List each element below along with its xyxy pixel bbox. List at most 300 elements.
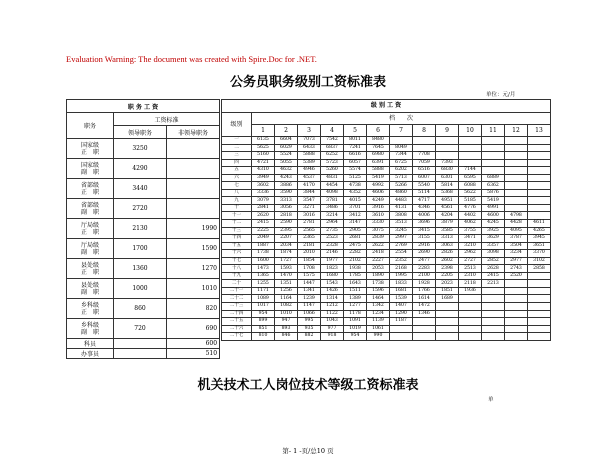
grade-salary: 5419 bbox=[482, 197, 505, 205]
grade-salary: 4991 bbox=[482, 204, 505, 212]
grade-salary: 4831 bbox=[321, 174, 344, 182]
grade-salary: 5622 bbox=[459, 189, 482, 197]
grade-salary: 1472 bbox=[413, 303, 436, 311]
grade-salary: 1407 bbox=[390, 303, 413, 311]
grade-salary: 2818 bbox=[275, 212, 298, 220]
position-name bbox=[67, 299, 114, 319]
grade-label: 九 bbox=[222, 197, 252, 205]
position-level: 省部级 bbox=[80, 181, 99, 189]
grade-salary bbox=[505, 287, 528, 295]
grade-salary bbox=[505, 204, 528, 212]
grade-salary bbox=[436, 333, 459, 341]
grade-salary bbox=[528, 167, 551, 175]
position-row bbox=[67, 299, 220, 319]
grade-row bbox=[222, 242, 551, 250]
grade-salary: 6837 bbox=[321, 144, 344, 152]
grade-salary: 5540 bbox=[413, 182, 436, 190]
grade-salary: 1708 bbox=[298, 265, 321, 273]
step-number: 5 bbox=[344, 125, 367, 137]
grade-salary bbox=[436, 310, 459, 318]
grade-label: 二十四 bbox=[222, 310, 252, 318]
grade-salary: 1122 bbox=[321, 310, 344, 318]
grade-salary: 2365 bbox=[298, 235, 321, 243]
grade-row bbox=[222, 220, 551, 228]
grade-salary: 1543 bbox=[321, 280, 344, 288]
grade-row bbox=[222, 137, 551, 145]
col-standard: 工资标准 bbox=[114, 113, 220, 126]
grade-label: 四 bbox=[222, 159, 252, 167]
grade-salary: 5266 bbox=[390, 182, 413, 190]
grade-salary: 2328 bbox=[321, 242, 344, 250]
grade-salary: 3886 bbox=[275, 182, 298, 190]
grade-salary: 3016 bbox=[298, 212, 321, 220]
grade-salary: 882 bbox=[298, 333, 321, 341]
grade-salary: 5713 bbox=[390, 174, 413, 182]
grade-label: 三 bbox=[222, 152, 252, 160]
grade-salary: 1061 bbox=[367, 325, 390, 333]
grade-salary: 2622 bbox=[367, 242, 390, 250]
grade-salary: 3063 bbox=[436, 242, 459, 250]
grade-salary: 3513 bbox=[390, 220, 413, 228]
grade-label: 十五 bbox=[222, 242, 252, 250]
leader-salary: 3250 bbox=[114, 139, 167, 159]
grade-salary: 4798 bbox=[505, 212, 528, 220]
grade-salary bbox=[528, 174, 551, 182]
grade-salary bbox=[528, 303, 551, 311]
grade-salary: 1874 bbox=[275, 250, 298, 258]
grade-salary: 947 bbox=[275, 318, 298, 326]
position-rank: 副 职 bbox=[80, 328, 99, 336]
leader-salary: 1700 bbox=[114, 239, 167, 259]
grade-salary: 1277 bbox=[344, 303, 367, 311]
grade-label: 十 bbox=[222, 204, 252, 212]
grade-salary: 6616 bbox=[344, 152, 367, 160]
position-name bbox=[67, 219, 114, 239]
grade-salary bbox=[459, 310, 482, 318]
grade-salary: 1596 bbox=[367, 287, 390, 295]
grade-salary: 6252 bbox=[321, 152, 344, 160]
grade-salary: 3781 bbox=[321, 197, 344, 205]
grade-salary: 2102 bbox=[344, 257, 367, 265]
grade-salary: 2735 bbox=[321, 227, 344, 235]
grade-salary bbox=[459, 318, 482, 326]
grade-salary: 6725 bbox=[390, 159, 413, 167]
grade-salary: 4204 bbox=[436, 212, 459, 220]
leader-salary: 4290 bbox=[114, 159, 167, 179]
grade-salary: 4006 bbox=[413, 212, 436, 220]
grade-salary: 3925 bbox=[482, 227, 505, 235]
grade-salary: 3945 bbox=[528, 235, 551, 243]
grade-salary: 6088 bbox=[459, 182, 482, 190]
grade-salary: 2415 bbox=[252, 220, 275, 228]
grade-salary: 2205 bbox=[436, 272, 459, 280]
grade-salary bbox=[459, 144, 482, 152]
grade-salary: 6391 bbox=[367, 159, 390, 167]
position-rank: 副 职 bbox=[80, 248, 99, 256]
grade-label: 二十一 bbox=[222, 287, 252, 295]
grade-salary bbox=[505, 310, 528, 318]
grade-salary: 1851 bbox=[436, 287, 459, 295]
grade-salary: 4611 bbox=[528, 220, 551, 228]
grade-salary: 2841 bbox=[252, 204, 275, 212]
grade-salary: 2962 bbox=[459, 250, 482, 258]
grade-salary bbox=[505, 333, 528, 341]
grade-salary: 6595 bbox=[459, 174, 482, 182]
grade-label: 五 bbox=[222, 167, 252, 175]
grade-salary: 3412 bbox=[344, 212, 367, 220]
grade-salary: 2769 bbox=[390, 242, 413, 250]
grade-salary: 3102 bbox=[528, 257, 551, 265]
position-rank: 副 职 bbox=[80, 208, 99, 216]
grade-row bbox=[222, 174, 551, 182]
position-level: 厅局级 bbox=[80, 221, 99, 229]
grade-salary: 1823 bbox=[321, 265, 344, 273]
grade-salary: 1785 bbox=[344, 272, 367, 280]
position-row bbox=[67, 349, 220, 359]
grade-salary: 1139 bbox=[367, 318, 390, 326]
step-number: 1 bbox=[252, 125, 275, 137]
grade-salary: 2858 bbox=[528, 265, 551, 273]
grade-salary: 7344 bbox=[390, 152, 413, 160]
grade-salary bbox=[528, 280, 551, 288]
grade-row bbox=[222, 295, 551, 303]
grade-salary: 7073 bbox=[298, 137, 321, 145]
grade-salary: 2352 bbox=[390, 257, 413, 265]
grade-salary bbox=[436, 325, 459, 333]
position-row bbox=[67, 259, 220, 279]
grade-salary: 6362 bbox=[482, 182, 505, 190]
grade-salary: 4098 bbox=[321, 189, 344, 197]
grade-salary bbox=[528, 137, 551, 145]
leader-salary bbox=[114, 349, 167, 359]
grade-salary: 8049 bbox=[390, 144, 413, 152]
grade-salary: 1341 bbox=[298, 287, 321, 295]
grade-salary: 1473 bbox=[252, 265, 275, 273]
position-row bbox=[67, 319, 220, 339]
grade-salary: 1255 bbox=[252, 280, 275, 288]
grade-salary bbox=[528, 295, 551, 303]
grade-salary: 1147 bbox=[298, 303, 321, 311]
grade-salary bbox=[528, 325, 551, 333]
position-level: 省部级 bbox=[80, 201, 99, 209]
grade-salary bbox=[436, 137, 459, 145]
grade-salary: 3787 bbox=[505, 235, 528, 243]
grade-salary: 1738 bbox=[367, 280, 390, 288]
grade-salary: 5888 bbox=[367, 167, 390, 175]
grade-label: 十一 bbox=[222, 212, 252, 220]
grade-salary: 1342 bbox=[367, 303, 390, 311]
grade-salary: 2010 bbox=[298, 250, 321, 258]
grade-salary: 1854 bbox=[298, 257, 321, 265]
grade-salary: 4131 bbox=[390, 204, 413, 212]
position-rank: 正 职 bbox=[80, 148, 99, 156]
nonleader-salary: 600 bbox=[167, 339, 220, 349]
grade-salary: 2620 bbox=[252, 212, 275, 220]
grade-salary bbox=[528, 152, 551, 160]
position-rank: 副 职 bbox=[80, 288, 99, 296]
grade-salary: 1890 bbox=[367, 272, 390, 280]
grade-label: 二十二 bbox=[222, 295, 252, 303]
grade-salary: 4454 bbox=[321, 182, 344, 190]
nonleader-salary: 1270 bbox=[167, 259, 220, 279]
grade-salary: 2565 bbox=[298, 227, 321, 235]
leader-salary: 1000 bbox=[114, 279, 167, 299]
grade-salary: 5888 bbox=[298, 152, 321, 160]
grade-salary: 2554 bbox=[390, 250, 413, 258]
grade-salary: 7708 bbox=[413, 152, 436, 160]
position-row bbox=[67, 339, 220, 349]
grade-salary: 1936 bbox=[459, 287, 482, 295]
grade-salary bbox=[482, 152, 505, 160]
grade-salary: 1389 bbox=[344, 295, 367, 303]
nonleader-salary: 510 bbox=[167, 349, 220, 359]
grade-salary: 3234 bbox=[505, 250, 528, 258]
grade-salary: 1887 bbox=[252, 242, 275, 250]
grade-salary: 2477 bbox=[413, 257, 436, 265]
grade-salary: 2905 bbox=[344, 227, 367, 235]
grade-salary: 4310 bbox=[252, 167, 275, 175]
grade-label: 一 bbox=[222, 137, 252, 145]
grade-salary: 3370 bbox=[528, 250, 551, 258]
grade-salary: 4015 bbox=[344, 197, 367, 205]
grade-salary: 1082 bbox=[275, 303, 298, 311]
grade-salary: 4561 bbox=[436, 204, 459, 212]
position-name bbox=[67, 279, 114, 299]
grade-salary: 3651 bbox=[528, 242, 551, 250]
grade-salary: 2181 bbox=[298, 242, 321, 250]
grade-salary: 1575 bbox=[298, 272, 321, 280]
leader-salary: 3440 bbox=[114, 179, 167, 199]
grade-salary bbox=[505, 152, 528, 160]
nonleader-salary: 1590 bbox=[167, 239, 220, 259]
grade-salary: 4537 bbox=[298, 174, 321, 182]
position-name bbox=[67, 239, 114, 259]
grade-salary: 1643 bbox=[344, 280, 367, 288]
grade-row bbox=[222, 310, 551, 318]
grade-salary: 2628 bbox=[482, 265, 505, 273]
grade-salary: 2964 bbox=[321, 220, 344, 228]
grade-salary: 2282 bbox=[344, 250, 367, 258]
step-number: 3 bbox=[298, 125, 321, 137]
grade-salary: 3755 bbox=[459, 227, 482, 235]
grade-salary: 3155 bbox=[413, 235, 436, 243]
grade-salary: 3602 bbox=[252, 182, 275, 190]
grade-salary: 5524 bbox=[275, 152, 298, 160]
grade-salary: 1019 bbox=[344, 325, 367, 333]
grade-salary: 3471 bbox=[459, 235, 482, 243]
grade-salary bbox=[505, 325, 528, 333]
grade-salary: 7059 bbox=[413, 159, 436, 167]
grade-salary: 4721 bbox=[252, 159, 275, 167]
grade-salary: 2523 bbox=[321, 235, 344, 243]
grade-salary: 5114 bbox=[413, 189, 436, 197]
grade-salary: 3415 bbox=[413, 227, 436, 235]
grade-label: 二十五 bbox=[222, 318, 252, 326]
leader-salary: 860 bbox=[114, 299, 167, 319]
grade-salary: 1928 bbox=[413, 280, 436, 288]
grade-salary: 4428 bbox=[505, 220, 528, 228]
page-title: 公务员职务级别工资标准表 bbox=[229, 75, 386, 90]
position-name bbox=[67, 159, 114, 179]
grade-salary: 893 bbox=[275, 325, 298, 333]
grade-salary: 3585 bbox=[436, 227, 459, 235]
grade-salary: 1089 bbox=[252, 295, 275, 303]
grade-salary: 2023 bbox=[436, 280, 459, 288]
grade-salary: 2118 bbox=[459, 280, 482, 288]
grade-salary: 4860 bbox=[390, 189, 413, 197]
grade-row bbox=[222, 204, 551, 212]
grade-salary: 954 bbox=[252, 310, 275, 318]
grade-salary: 846 bbox=[275, 333, 298, 341]
grade-row bbox=[222, 287, 551, 295]
position-rank: 正 职 bbox=[80, 188, 99, 196]
leader-salary bbox=[114, 339, 167, 349]
grade-salary: 2283 bbox=[413, 265, 436, 273]
position-row bbox=[67, 179, 220, 199]
grade-label: 十八 bbox=[222, 265, 252, 273]
grade-salary: 5574 bbox=[344, 167, 367, 175]
grade-salary: 3629 bbox=[482, 235, 505, 243]
grade-row bbox=[222, 235, 551, 243]
grade-salary bbox=[505, 197, 528, 205]
step-number: 12 bbox=[505, 125, 528, 137]
grade-salary bbox=[482, 159, 505, 167]
grade-salary bbox=[482, 295, 505, 303]
step-number: 7 bbox=[390, 125, 413, 137]
col-grade: 级别 bbox=[222, 113, 252, 137]
grade-salary: 4402 bbox=[459, 212, 482, 220]
grade-salary: 7241 bbox=[344, 144, 367, 152]
grade-salary: 1234 bbox=[367, 310, 390, 318]
position-name bbox=[67, 139, 114, 159]
grade-salary: 810 bbox=[252, 333, 275, 341]
grade-salary: 1470 bbox=[275, 272, 298, 280]
grade-salary: 2916 bbox=[413, 242, 436, 250]
grade-salary: 5185 bbox=[459, 197, 482, 205]
grade-salary: 2100 bbox=[413, 272, 436, 280]
leader-salary: 1360 bbox=[114, 259, 167, 279]
position-row bbox=[67, 219, 220, 239]
grade-salary: 2146 bbox=[321, 250, 344, 258]
grade-salary: 6301 bbox=[436, 174, 459, 182]
nonleader-salary bbox=[167, 199, 220, 219]
grade-salary: 1977 bbox=[321, 257, 344, 265]
grade-salary: 1738 bbox=[252, 250, 275, 258]
nonleader-salary: 1990 bbox=[167, 219, 220, 239]
position-name bbox=[67, 319, 114, 339]
grade-salary: 5260 bbox=[321, 167, 344, 175]
grade-salary: 6516 bbox=[413, 167, 436, 175]
grade-salary bbox=[482, 167, 505, 175]
grade-salary: 7542 bbox=[321, 137, 344, 145]
nonleader-salary bbox=[167, 159, 220, 179]
grade-label: 十九 bbox=[222, 272, 252, 280]
grade-salary bbox=[505, 318, 528, 326]
grade-salary bbox=[482, 137, 505, 145]
grade-row bbox=[222, 250, 551, 258]
grade-salary-table bbox=[221, 99, 551, 341]
grade-row bbox=[222, 325, 551, 333]
grade-salary: 2395 bbox=[275, 227, 298, 235]
grade-salary bbox=[413, 318, 436, 326]
grade-salary: 2602 bbox=[436, 257, 459, 265]
grade-salary: 6007 bbox=[413, 174, 436, 182]
grade-salary: 5125 bbox=[344, 174, 367, 182]
grade-salary bbox=[459, 159, 482, 167]
grade-salary: 2743 bbox=[505, 265, 528, 273]
step-number: 8 bbox=[413, 125, 436, 137]
grade-salary: 4346 bbox=[413, 204, 436, 212]
grade-salary: 5389 bbox=[298, 159, 321, 167]
grade-salary: 2852 bbox=[482, 257, 505, 265]
grade-salary: 3844 bbox=[298, 189, 321, 197]
grade-salary: 3098 bbox=[482, 250, 505, 258]
grade-salary bbox=[528, 333, 551, 341]
grade-salary: 4245 bbox=[482, 220, 505, 228]
grade-salary: 4095 bbox=[505, 227, 528, 235]
grade-salary: 1187 bbox=[390, 318, 413, 326]
grade-salary: 6135 bbox=[252, 137, 275, 145]
grade-salary bbox=[528, 144, 551, 152]
grade-salary: 5723 bbox=[321, 159, 344, 167]
grade-salary: 4776 bbox=[459, 204, 482, 212]
grade-salary: 3147 bbox=[344, 220, 367, 228]
position-rank: 正 职 bbox=[80, 268, 99, 276]
grade-row bbox=[222, 144, 551, 152]
position-level: 国家级 bbox=[80, 141, 99, 149]
grade-salary: 3504 bbox=[505, 242, 528, 250]
grade-salary: 6433 bbox=[298, 144, 321, 152]
grade-salary: 899 bbox=[252, 318, 275, 326]
grade-salary bbox=[482, 318, 505, 326]
step-number: 9 bbox=[436, 125, 459, 137]
grade-salary bbox=[528, 204, 551, 212]
grade-salary: 2690 bbox=[413, 250, 436, 258]
grade-salary: 1212 bbox=[321, 303, 344, 311]
step-number: 10 bbox=[459, 125, 482, 137]
position-name: 办事员 bbox=[67, 349, 114, 359]
grade-salary: 6057 bbox=[344, 159, 367, 167]
grade-salary: 3590 bbox=[275, 189, 298, 197]
nonleader-salary: 1010 bbox=[167, 279, 220, 299]
position-row bbox=[67, 199, 220, 219]
grade-label: 十三 bbox=[222, 227, 252, 235]
nonleader-salary: 820 bbox=[167, 299, 220, 319]
grade-salary: 4606 bbox=[367, 189, 390, 197]
grade-salary: 1314 bbox=[321, 295, 344, 303]
step-number: 2 bbox=[275, 125, 298, 137]
grade-salary: 995 bbox=[298, 318, 321, 326]
grade-salary: 5160 bbox=[252, 152, 275, 160]
grade-row bbox=[222, 265, 551, 273]
grade-salary: 1164 bbox=[275, 295, 298, 303]
grade-salary bbox=[413, 137, 436, 145]
grade-salary: 1066 bbox=[298, 310, 321, 318]
grade-salary bbox=[459, 152, 482, 160]
grade-salary bbox=[528, 287, 551, 295]
grade-salary: 1995 bbox=[390, 272, 413, 280]
grade-salary: 3245 bbox=[390, 227, 413, 235]
grade-salary bbox=[505, 295, 528, 303]
grade-salary: 4992 bbox=[367, 182, 390, 190]
unit-label: 单位：元/月 bbox=[486, 92, 516, 98]
grade-row bbox=[222, 189, 551, 197]
grade-row bbox=[222, 303, 551, 311]
grade-salary: 1091 bbox=[344, 318, 367, 326]
grade-row bbox=[222, 227, 551, 235]
grade-salary: 2997 bbox=[390, 235, 413, 243]
grade-salary: 2681 bbox=[344, 235, 367, 243]
